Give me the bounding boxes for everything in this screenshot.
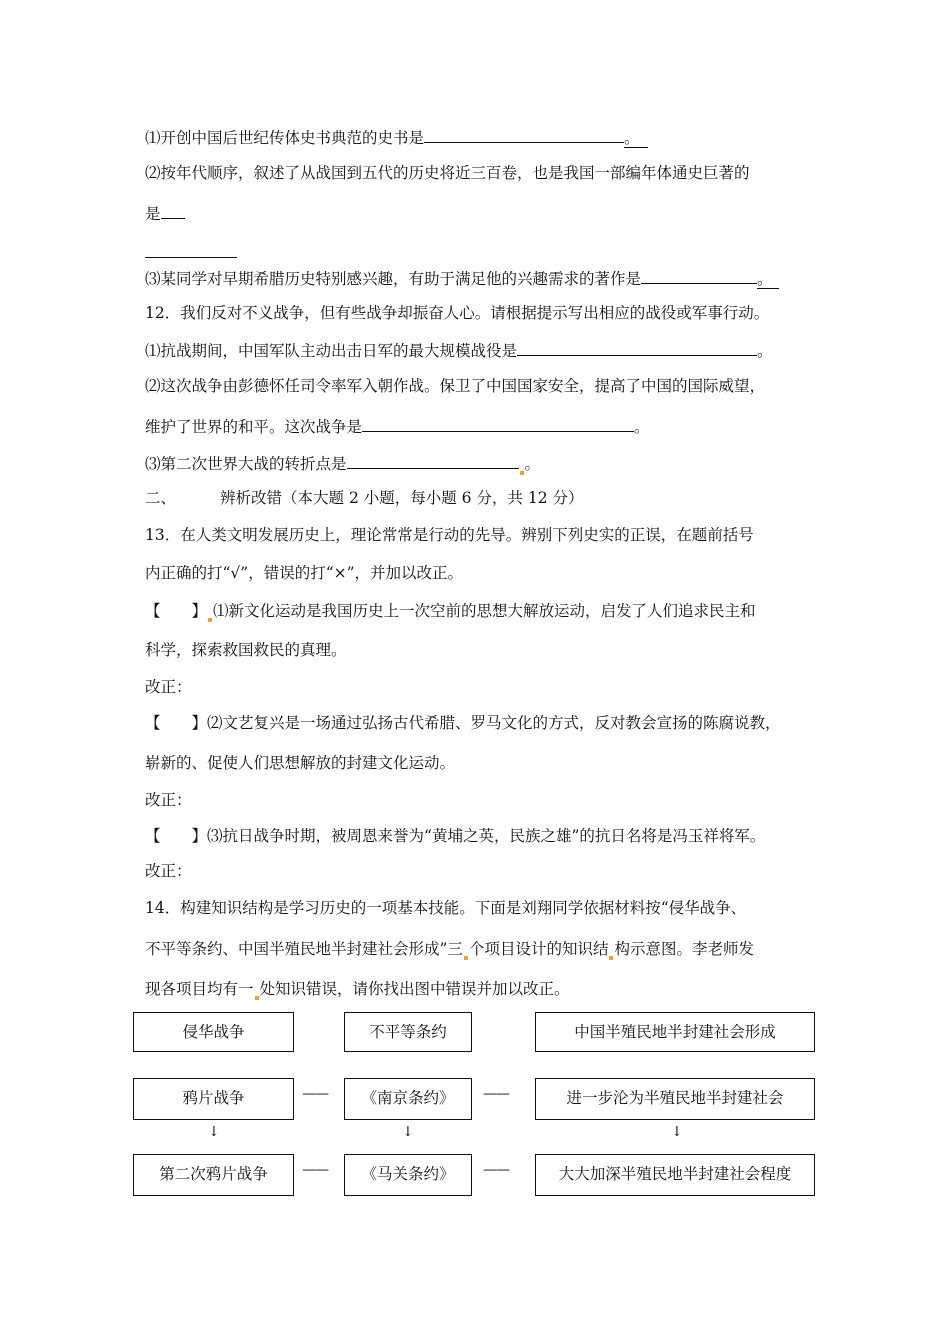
edit-mark: [255, 996, 259, 1000]
diagram-cell-society-2: 大大加深半殖民地半封建社会程度: [535, 1154, 815, 1196]
arrow-down-icon: ↓: [208, 1124, 220, 1140]
q13-stem-a: 13．在人类文明发展历史上，理论常常是行动的先导。辨别下列史实的正误，在题前括号: [145, 526, 754, 544]
arrow-down-icon: ↓: [402, 1124, 414, 1140]
q12-part-1: ⑴抗战期间，中国军队主动出击日军的最大规模战役是 。: [145, 339, 773, 362]
q12-part-3: ⑶第二次世界大战的转折点是 。: [145, 452, 540, 475]
edit-mark: [464, 956, 468, 960]
diagram-header-treaty: 不平等条约: [344, 1012, 472, 1052]
connector: ——: [302, 1086, 328, 1102]
connector: ——: [302, 1162, 328, 1178]
q12-part-2a: ⑵这次战争由彭德怀任司令率军入朝作战。保卫了中国国家安全，提高了中国的国际威望，: [145, 377, 766, 395]
connector: ——: [483, 1162, 509, 1178]
q11-line-2: ⑵按年代顺序，叙述了从战国到五代的历史将近三百卷，也是我国一部编年体通史巨著的: [145, 164, 750, 182]
q13-item-2a: 【 】⑵文艺复兴是一场通过弘扬古代希腊、罗马文化的方式，反对教会宣扬的陈腐说教，: [145, 714, 781, 732]
diagram-cell-treaty-1: 《南京条约》: [344, 1078, 472, 1120]
q11-line-1: ⑴开创中国后世纪传体史书典范的史书是 。: [145, 126, 648, 149]
q12-stem: 12．我们反对不义战争，但有些战争却振奋人心。请根据提示写出相应的战役或军事行动。: [145, 304, 770, 322]
answer-blank[interactable]: [424, 126, 624, 143]
edit-mark: [520, 471, 524, 475]
judge-bracket[interactable]: 【 】: [145, 602, 208, 620]
correction-label: 改正：: [145, 791, 192, 809]
diagram-header-war: 侵华战争: [133, 1012, 294, 1052]
diagram-cell-society-1: 进一步沦为半殖民地半封建社会: [535, 1078, 815, 1120]
q13-item-1b: 科学，探索救国救民的真理。: [145, 641, 347, 659]
q14-stem-2: 不平等条约、中国半殖民地半封建社会形成”三 个项目设计的知识结 构示意图。李老师发: [145, 940, 754, 958]
correction-label: 改正：: [145, 862, 192, 880]
answer-blank[interactable]: [347, 452, 519, 469]
answer-blank[interactable]: [362, 415, 634, 432]
answer-blank[interactable]: [161, 202, 185, 219]
judge-bracket[interactable]: 【 】: [145, 714, 208, 732]
q12-part-2b: 维护了世界的和平。这次战争是 。: [145, 415, 650, 438]
q13-item-1a: 【 】 ⑴新文化运动是我国历史上一次空前的思想大解放运动，启发了人们追求民主和: [145, 602, 756, 620]
q14-stem-3: 现各项目均有一 处知识错误，请你找出图中错误并加以改正。: [145, 980, 570, 998]
q13-item-2b: 崭新的、促使人们思想解放的封建文化运动。: [145, 754, 456, 772]
diagram-cell-treaty-2: 《马关条约》: [344, 1154, 472, 1196]
section-heading: 二、 辨析改错（本大题 2 小题，每小题 6 分，共 12 分）: [145, 489, 584, 507]
arrow-down-icon: ↓: [671, 1124, 683, 1140]
edit-mark: [208, 618, 212, 622]
answer-blank[interactable]: [145, 257, 237, 258]
q13-item-3: 【 】⑶抗日战争时期，被周恩来誉为“黄埔之英，民族之雄”的抗日名将是冯玉祥将军。: [145, 827, 766, 845]
answer-blank[interactable]: [517, 339, 757, 356]
judge-bracket[interactable]: 【 】: [145, 827, 208, 845]
connector: ——: [483, 1086, 509, 1102]
diagram-cell-war-1: 鸦片战争: [133, 1078, 294, 1120]
q14-stem-1: 14．构建知识结构是学习历史的一项基本技能。下面是刘翔同学依据材料按“侵华战争、: [145, 899, 747, 917]
q13-stem-b: 内正确的打“√”，错误的打“×”，并加以改正。: [145, 564, 464, 582]
answer-blank[interactable]: [641, 267, 757, 284]
diagram-header-society: 中国半殖民地半封建社会形成: [535, 1012, 815, 1052]
diagram-cell-war-2: 第二次鸦片战争: [133, 1154, 294, 1196]
correction-label: 改正：: [145, 678, 192, 696]
q11-line-3: 是: [145, 202, 185, 225]
edit-mark: [609, 956, 613, 960]
q11-line-4: ⑶某同学对早期希腊历史特别感兴趣，有助于满足他的兴趣需求的著作是 。: [145, 267, 779, 290]
